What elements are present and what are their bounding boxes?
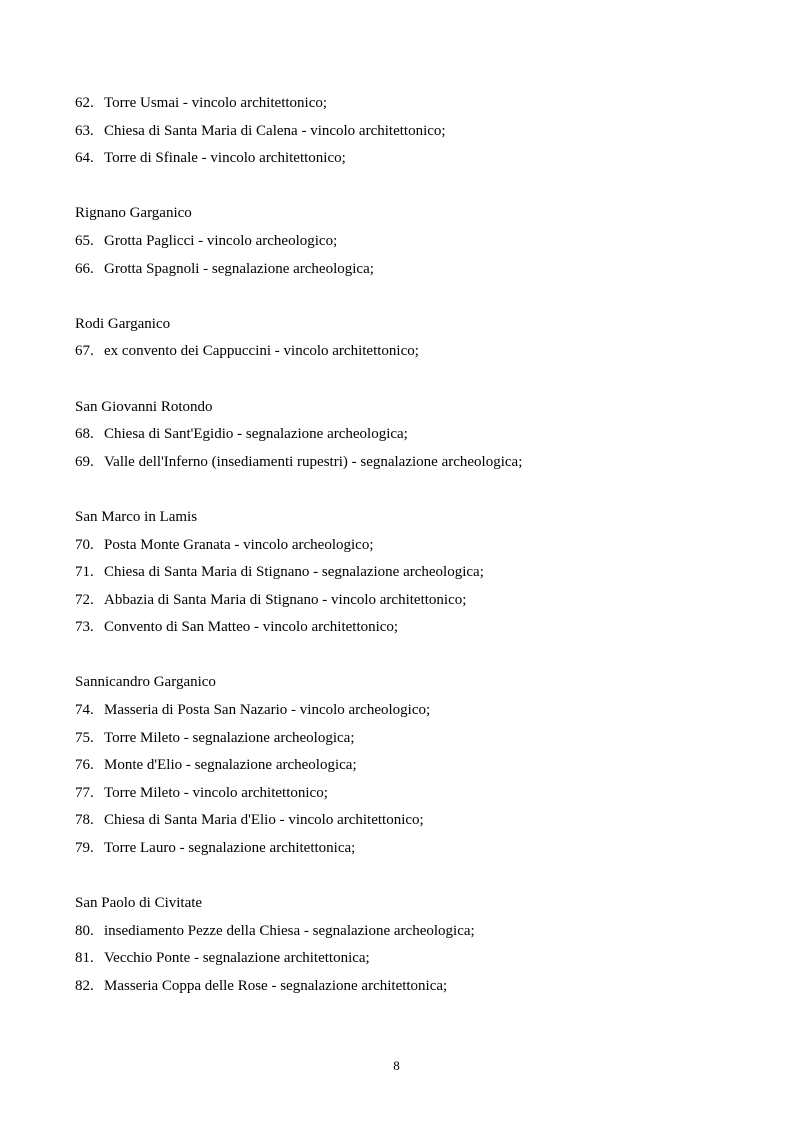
list-item — [75, 449, 735, 477]
item-text: Chiesa di Santa Maria d'Elio - vincolo architettonico; — [104, 812, 424, 829]
section-spacer — [75, 642, 735, 670]
item-text: Grotta Paglicci - vincolo archeologico; — [104, 232, 338, 249]
item-text: Chiesa di Sant'Egidio - segnalazione archeologica; — [104, 426, 408, 443]
item-number: 67. — [75, 343, 94, 360]
item-number: 71. — [75, 564, 94, 581]
item-number: 63. — [75, 122, 94, 139]
list-item — [75, 973, 735, 1001]
page-number: 8 — [393, 1058, 400, 1073]
item-text: Torre Usmai - vincolo architettonico; — [104, 95, 328, 111]
list-item — [75, 228, 735, 256]
item-number: 76. — [75, 757, 94, 774]
list-item — [75, 118, 735, 146]
list-item — [75, 835, 735, 863]
section-spacer — [75, 173, 735, 201]
list-item — [75, 256, 735, 284]
section-heading: Sannicandro Garganico — [75, 674, 216, 691]
list-item — [75, 338, 735, 366]
section-heading: San Paolo di Civitate — [75, 895, 203, 912]
item-number: 77. — [75, 784, 94, 801]
list-item — [75, 559, 735, 587]
list-item — [75, 145, 735, 173]
section-heading: San Marco in Lamis — [75, 508, 198, 525]
item-text: Chiesa di Santa Maria di Calena - vincolo architettonico; — [104, 122, 446, 139]
item-number: 74. — [75, 702, 94, 719]
list-item — [75, 614, 735, 642]
item-text: insediamento Pezze della Chiesa - segnalazione archeologica; — [104, 922, 475, 939]
item-text: Posta Monte Granata - vincolo archeologico; — [104, 536, 374, 553]
item-text: Monte d'Elio - segnalazione archeologica; — [104, 757, 357, 774]
list-item — [75, 532, 735, 560]
item-text: Valle dell'Inferno (insediamenti rupestri) - segnalazione archeologica; — [104, 453, 523, 470]
section-spacer — [75, 283, 735, 311]
section-spacer — [75, 366, 735, 394]
item-text: Masseria di Posta San Nazario - vincolo archeologico; — [104, 702, 431, 719]
section-heading: San Giovanni Rotondo — [75, 398, 213, 415]
list-item — [75, 780, 735, 808]
item-text: Torre Mileto - segnalazione archeologica; — [104, 729, 355, 746]
item-number: 64. — [75, 150, 94, 167]
section-heading: Rodi Garganico — [75, 315, 171, 332]
item-number: 78. — [75, 812, 94, 829]
list-item — [75, 725, 735, 753]
item-text: Chiesa di Santa Maria di Stignano - segnalazione archeologica; — [104, 564, 484, 581]
item-text: Grotta Spagnoli - segnalazione archeologica; — [104, 260, 374, 277]
list-item — [75, 697, 735, 725]
list-item — [75, 918, 735, 946]
section-heading: Rignano Garganico — [75, 205, 192, 222]
item-text: Torre di Sfinale - vincolo architettonico; — [104, 150, 346, 167]
item-text: Masseria Coppa delle Rose - segnalazione architettonica; — [104, 978, 448, 994]
item-number: 69. — [75, 453, 94, 470]
list-item — [75, 587, 735, 615]
item-number: 73. — [75, 619, 94, 636]
item-text: ex convento dei Cappuccini - vincolo architettonico; — [104, 343, 419, 360]
item-number: 72. — [75, 591, 94, 608]
item-number: 68. — [75, 426, 94, 443]
item-number: 66. — [75, 260, 94, 277]
item-text: Torre Mileto - vincolo architettonico; — [104, 784, 328, 801]
item-text: Vecchio Ponte - segnalazione architettonica; — [104, 950, 370, 967]
list-item — [75, 807, 735, 835]
list-item — [75, 752, 735, 780]
item-text: Torre Lauro - segnalazione architettonica; — [104, 840, 356, 857]
section-spacer — [75, 863, 735, 891]
item-number: 81. — [75, 950, 94, 967]
list-item — [75, 421, 735, 449]
item-number: 70. — [75, 536, 94, 553]
item-number: 65. — [75, 232, 94, 249]
item-text: Abbazia di Santa Maria di Stignano - vincolo architettonico; — [104, 591, 467, 608]
list-item — [75, 90, 735, 118]
item-text: Convento di San Matteo - vincolo architettonico; — [104, 619, 399, 636]
item-number: 80. — [75, 922, 94, 939]
item-number: 75. — [75, 729, 94, 746]
document-body — [75, 90, 735, 1001]
item-number: 79. — [75, 840, 94, 857]
section-spacer — [75, 476, 735, 504]
item-number: 62. — [75, 95, 94, 111]
list-item — [75, 945, 735, 973]
item-number: 82. — [75, 978, 94, 994]
